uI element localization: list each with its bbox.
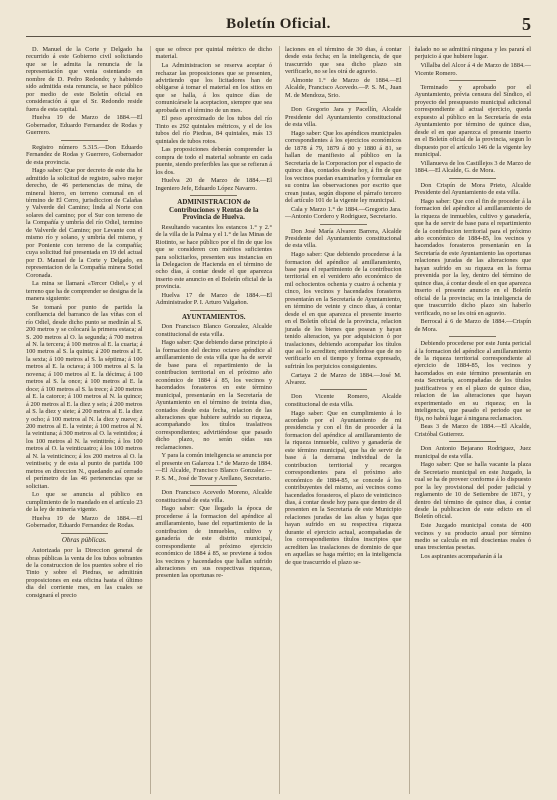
article-paragraph: Y para la común inteligencia se anuncia por el presente en Galaroza 1.° de Marzo de 1884.—El Alcalde, Francisco Blanco Gonzalez.—P. S. M., José de Tovar y Arellano, Secretario. [155,452,272,482]
article-paragraph: Hago saber: Que llegado la época de procederse á la formacion del apéndice al amillaramiento, base del repartimiento de la contribucion de inmuebles, cultivo y ganadería de este distrito municipal, correspondiente al próximo ejercicio económico de 1884 á 85, se previene á todos los vecinos y hacendados que hallan sufrido alteraciones en sus respectivas riquezas, presenten las oportunas re- [155,505,272,580]
article-paragraph: Hago saber: Que los apéndices municipales correspondientes á los ejercicios económicos de 1878 á 79, 1879 á 80 y 1880 á 81, se hallan de manifiesto al público en la Secretaría de la Corporacion por el espacio de quince dias, contados desde hoy, á fin de que los vecinos puedan examinarlos y formular en su contra las observaciones por escrito que crean justas, según dispone el párrafo tercero del artículo 101 de la vigente ley municipal. [285,129,402,204]
article-paragraph: Se tomará por punto de partida la confluencia del barranco de las viñas con el río Odiel, desde dicho punto se medirán al S. 200 metros y se colocará la primera estaca; al S. 200 metros al O. la segunda; á 700 metros al N. la tercera; á 100 metros al E. la cuarta; á 100 metros al S. la quinta; á 200 metros al E. la sexta; á 100 metros al S. la séptima; á 100 metros al E. la octava; á 100 metros al S. la novena; á 100 metros al E. la décima; á 100 metros al S. la once; á 100 metros al E. la doce; á 100 metros al S. la trece; á 200 metros al E. la catorce; á 100 metros al N. la quince; á 200 metros al E. la diez y seis; á 200 metros al S. la diez y siete; á 200 metros al E. la diez y ocho; á 100 metros al N. la diez y nueve; á 200 metros al E. la veinte; á 100 metros al N. la veintiuna; á 300 metros al O. la veintidos; á los 100 metros al N. la veintitrés; á los 100 metros al O. la veinticuatro; á los 100 metros al N. la veinticinco; á los 200 metros al O. la veintiseis; y de esta al punto de partida 100 metros en direccion N., quedando así cerrado el perímetro de las 46 pertenencias que se solicitan. [26,303,143,490]
section-divider [320,102,367,103]
article-paragraph: D. Manuel de la Corte y Delgado ha recurrido á este Gobierno civil solicitando que se le admita la renuncia de la representación que venia ostentando en nombre de D. Pedro Redondo; y habiendo sido admitida esta renuncia, se hace público por medio de este Boletín oficial en consideración á que el Sr. Redondo reside fuera de esta capital. [26,46,143,113]
section-heading: AYUNTAMIENTOS. [182,312,246,321]
article-paragraph: que se ofrece por quintal métrico de dicho material. [155,46,272,61]
article-paragraph: Hago saber: Que se halla vacante la plaza de Secretario municipal en este Juzgado, la cual se ha de proveer conforme á lo dispuesto por la ley provisional del poder judicial y reglamento de 10 de Setiembre de 1871, y dentro del término de quince dias, á contar desde la publicacion de este edicto en el Boletín oficial. [414,461,531,521]
article-paragraph: Registro número 5.315.—Don Eduardo Fernandez de Rodas y Guerrero, Gobernador de esta provincia. [26,143,143,166]
page-number: 5 [521,14,531,34]
article-paragraph: Lo que se anuncia al público en cumplimiento de lo mandado en el artículo 23 de la ley de minería vigente. [26,491,143,514]
article-paragraph: Don Antonio Bejarano Rodriguez, Juez municipal de esta villa. [414,445,531,460]
section-heading: ADMINISTRACION de Contribuciones y Rentas de la Provincia de Huelva. [169,198,259,222]
article-paragraph: La Administracion se reserva aceptar ó rechazar las proposiciones que se presenten, advirtiendo que los licitadores han de obligarse á tomar el material en los sitios en que se halla, á los quince días de comunicársele la aceptacion, siempre que sea aprobada en el término de un mes. [155,62,272,114]
article-paragraph: Don Gregorio Jara y Pacellín, Alcalde Presidente del Ayuntamiento constitucional de esta villa. [285,106,402,129]
article-paragraph: Huelva 19 de Marzo de 1884.—El Gobernador, Eduardo Fernandez de Rodas y Guerrero. [26,114,143,137]
section-divider [320,224,367,225]
column-1 [26,46,143,794]
article-paragraph: Hago saber: Que en cumplimiento á lo acordado por el Ayuntamiento de mi presidencia y con el fin de proceder á la formacion del apéndice al amillaramiento de la riqueza inmueble, cultivo y ganadería de este término municipal, que ha de servir de base á la derrama individual de la contribucion territorial y recargos correspondientes para el próximo año económico de 1884-85, se concede á los contribuyentes del mismo, así vecinos como hacendados forasteros, el plazo de veinticinco dias, á contar desde hoy para que dentro de él presenten en la Secretaría de este Municipio relaciones juradas de las altas y bajas que hayan sufrido en su respectiva riqueza durante el ejercicio actual, acompañadas de los correspondientes títulos inscriptos que acrediten las traslaciones de dominio de que en aquellas se haga mérito; en la inteligencia de que trascurrido el plazo se- [285,409,402,566]
section-divider [449,80,496,81]
section-divider [61,140,108,141]
section-divider [449,441,496,442]
publication-title: Boletín Oficial. [226,16,331,32]
article-paragraph: ñalado no se admitirá ninguna y les parará el perjuicio á que hubiere lugar. [414,46,531,61]
column-4 [409,46,532,794]
section-divider [61,533,108,534]
column-3 [279,46,402,794]
article-paragraph: Este Juzgado municipal consta de 400 vecinos y su producto anual por término medio se calcula en mil doscientas reales ó unas trescientas pesetas. [414,522,531,552]
text-columns [26,46,531,794]
article-paragraph: Hago saber: Que con el fin de proceder á la formacion del apéndice al amillaramiento de la riqueza de inmuebles, cultivo y ganadería, que ha de servir de base para el repartimiento de la contribucion territorial para el próximo año económico de 1884-85, los vecinos y hacendados forasteros presentarán en la Secretaría de este Ayuntamiento las oportunas relaciones juradas de las alteraciones que hayan sufrido en su riqueza en la forma prevenida por la ley, dentro del término de quince dias, á contar desde el en que aparezca inserto el presente anuncio en el Boletín oficial de la provincia; en la inteligencia de que trascurrido dicho plazo sin haberlo verificado, no se les oirá en agravio. [414,197,531,317]
column-2 [150,46,273,794]
article-paragraph: Debiendo procederse por este Junta pericial á la formacion del apéndice al amillaramiento de la riqueza territorial correspondiente al ejercicio de 1884-85, los vecinos y hacendados en este término presentarán en esta Secretaría, acompañadas de los títulos justificativos y en el plazo de quince dias, relacion de las alteraciones que hayan experimentado en su riqueza; en la inteligencia, que pasado el periodo que se fija, no habrá lugar á ninguna reclamacion. [414,340,531,422]
article-paragraph: Cala y Marzo 1.° de 1884.—Gregorio Jara.—Antonio Cordero y Rodriguez, Secretario. [285,205,402,221]
page-header [26,12,531,37]
section-divider [449,336,496,337]
article-paragraph: Berrocal á 6 de Marzo de 1884.—Crispín de Mora. [414,318,531,333]
article-paragraph: Beas 3 de Marzo de 1884.—El Alcalde, Cristóbal Gutierrez. [414,423,531,438]
article-paragraph: Don Crispín de Mora Prieto, Alcalde Presidente del Ayuntamiento de esta villa. [414,181,531,197]
article-paragraph: Almonte 1.° de Marzo de 1884.—El Alcalde, Francisco Acevedo.—P. S. M., Juan M. de Mendoza, Srio. [285,77,402,99]
article-paragraph: Huelva 17 de Marzo de 1884.—El Administrador P. I. Arturo Valgañon. [155,291,272,307]
article-paragraph: Don Francisco Acevedo Moreno, Alcalde constitucional de esta villa. [155,489,272,504]
article-paragraph: Huelva 20 de Marzo de 1884.—El Ingeniero Jefe, Eduardo López Navarro. [155,177,272,192]
article-paragraph: Los aspirantes acompañarán á la [420,553,503,561]
article-paragraph: Huelva 19 de Marzo de 1884.—El Gobernador, Eduardo Fernandez de Rodas. [26,514,143,530]
article-paragraph: Villanueva de los Castillejos 3 de Marzo de 1884.—El Alcalde, G. de Mora. [414,159,531,175]
article-paragraph: Don Francisco Blanco Gonzalez, Alcalde constitucional de esta villa. [155,323,272,338]
article-paragraph: laciones en el término de 30 dias, á contar desde esta fecha; en la inteligencia, de que trascurrido que sea dicho plazo sin verificarlo, no se les oirá de agravio. [285,46,402,76]
article-paragraph: Las proposiciones deberán comprender la compra de todo el material sobrante en cada puente, siendo preferibles las que se refieran á los dos. [155,146,272,176]
section-divider [190,485,237,486]
article-paragraph: Villalba del Alcor á 4 de Marzo de 1884.—Vicente Romero. [414,62,531,77]
article-paragraph: Hago saber: Que por decreto de este dia he admitido la solicitud de registro, salvo mejor derecho, de 46 pertenencias de mina, de mineral hierro, en terreno comunal en el término de El Cerro, jurisdiccion de Calañas y Valverde del Camino; linda al Norte con solares del camino; por el Sur con terreno de la Compañía y umbría del río Odiel, termino de Valverde del Camino; por Levante con el mismo río y solano, y umbría del mismo, y por Poniente con terreno de la compañía; cuya solicitud fué presentada en 19 del actual por D. Manuel de la Corte y Delgado, en representacion de la Compañía minera Sotiel Coronada. [26,167,143,279]
article-paragraph: El peso aproximado de los tubos del río Tinto es 292 quintales métricos, y el de los tubos del río Piedras, 84 quintales, más 13 quintales de tubos rotos. [155,115,272,145]
article-paragraph: Don Vicente Romero, Alcalde constitucional de esta villa. [285,393,402,408]
article-paragraph: Resultando vacantes los estancos 1.° y 2.° de la villa de la Palma y el 1.° de las Minas de Riotinto, se hace público por el fin de que los que se consideren con méritos suficientes para solicitarlos, presenten sus instancias en la Delegacion de Hacienda en el término de ocho dias, á contar desde el que aparezca inserto este anuncio en el Boletín oficial de la provincia. [155,223,272,291]
article-paragraph: Don José María Alvarez Barrera, Alcalde Presidente del Ayuntamiento constitucional de esta villa. [285,227,402,250]
article-paragraph: Hago saber: Que debiendo procederse á la formacion del apéndice al amillaramiento, base para el repartimiento de la contribucion territorial en el venidero año económico de mil ochocientos ochenta y cuatro á ochenta y cinco, los vecinos y hacendados forasteros presentarán en la Secretaría de Ayuntamiento, en término de veinte y cinco dias, á contar desde el en que aparezca el presente inserto en el Boletín oficial de la provincia, relacion jurada de los bienes que posean y hayan tenido alteracion, ya por adquisicion ó por traslaciones, debiendo acompañar los títulos que así lo acrediten; entendiéndose que de no verificarlo en el tiempo y forma expresado, sufrirán los perjuicios consiguientes. [285,251,402,370]
section-divider [320,389,367,390]
article-paragraph: La mina se llamará «Tercer Odiel,» y el terreno que ha de comprender se designa de la manera siguiente: [26,280,143,303]
article-paragraph: Hago saber: Que debiendo darse principio á la formacion del decimo octavo apéndice al amillaramiento de esta villa que ha de servir de base para el repartimiento de la contribucion territorial en el próximo año económico de 1884 á 85, los vecinos y hacendados forasteros en este término municipal, presentarán en la Secretaría de Ayuntamiento en el término de treinta dias, contados desde esta fecha, relacion de las alteraciones que hubiere sufrido su riqueza, acompañando los títulos traslativos correspondientes; advirtiéndose que pasado dicho plazo, no serán oídas sus reclamaciones. [155,339,272,451]
section-divider [190,195,237,196]
article-paragraph: Terminado y aprobado por el Ayuntamiento, prévia censura del Síndico, el proyecto del presupuesto municipal adicional correspondiente al actual ejercicio, queda expuesto al público en la Secretaría de esta Ayuntamiento por término de quince dias, desde el en que aparezca el presente inserto en el Boletín oficial de la provincia, segun lo dispuesto por el artículo 146 de la vigente ley municipal. [414,84,531,159]
section-subheading: Obras públicas. [61,535,107,544]
article-paragraph: Autorizada por la Direccion general de obras públicas la venta de los tubos sobrantes de la construccion de los puentes sobre el río Tinto y sobre el Piedras, se admitirán proposiciones en esta oficina hasta el último dia del corriente mes, en las cuales se consignará el precio [26,547,143,599]
article-paragraph: Cartaya 2 de Marzo de 1884.—José M. Alvarez. [285,371,402,386]
section-divider [449,178,496,179]
section-divider [190,310,237,311]
